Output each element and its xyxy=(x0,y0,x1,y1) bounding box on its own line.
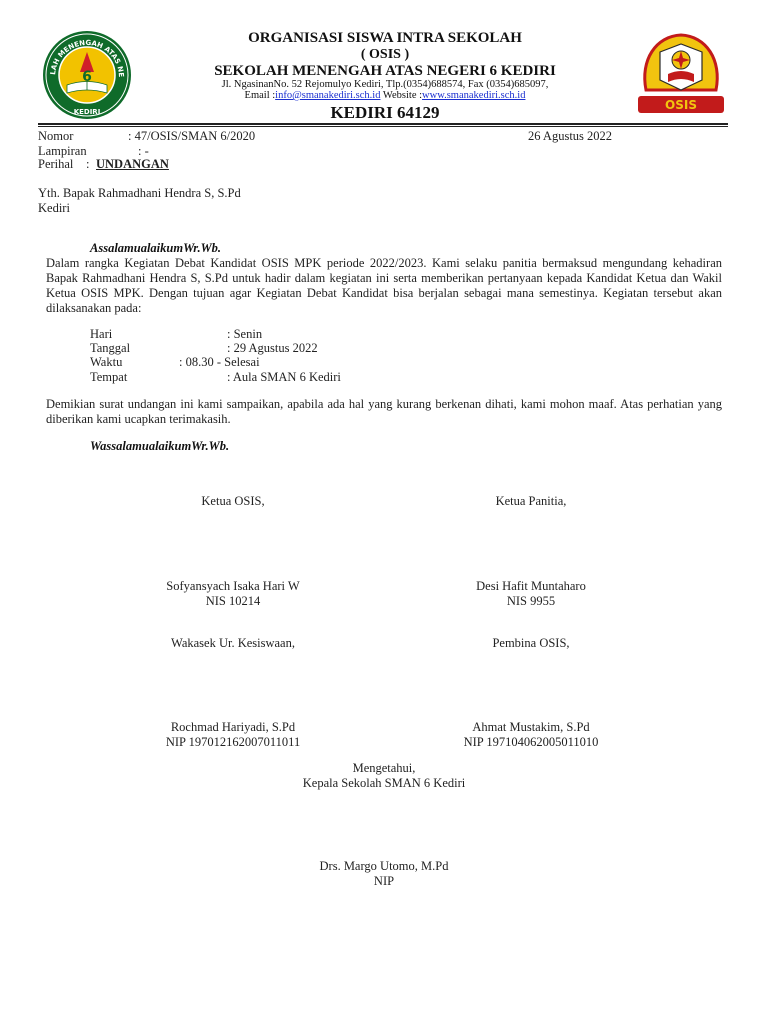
schedule-label: Waktu xyxy=(90,355,123,369)
schedule-value: : 29 Agustus 2022 xyxy=(227,341,318,355)
kepala-id: NIP xyxy=(373,874,395,888)
ketua-panitia-name: Desi Hafit Muntaharo xyxy=(476,579,586,593)
letter-date: 26 Agustus 2022 xyxy=(528,129,613,143)
ketua-panitia-id: NIS 9955 xyxy=(506,594,556,608)
lampiran-label: Lampiran xyxy=(38,144,87,158)
ketua-osis-name: Sofyansyach Isaka Hari W xyxy=(166,579,300,593)
closing-paragraph: Demikian surat undangan ini kami sampaikan, apabila ada hal yang kurang berkenan dihati, kami mohon maaf. Atas perhatian yang diberikan kami ucapkan terimakasih. xyxy=(46,397,722,426)
schedule-value: : Senin xyxy=(227,327,263,341)
email-link[interactable]: info@smanakediri.sch.id xyxy=(275,90,381,101)
pembina-name: Ahmat Mustakim, S.Pd xyxy=(472,720,590,734)
mengetahui-label: Mengetahui, xyxy=(352,761,416,775)
ketua-osis-title: Ketua OSIS, xyxy=(201,494,265,508)
osis-subtitle: ( OSIS ) xyxy=(360,47,410,62)
pembina-title: Pembina OSIS, xyxy=(492,636,570,650)
kepala-name: Drs. Margo Utomo, M.Pd xyxy=(319,859,449,873)
header-divider-thin xyxy=(38,126,728,127)
lampiran-value: : - xyxy=(138,144,149,158)
svg-text:SEKOLAH MENENGAH ATAS NEGERI: LAH MENENGAH ATAS NE xyxy=(49,38,126,78)
contact-line xyxy=(150,90,620,101)
closing-greeting: WassalamualaikumWr.Wb. xyxy=(90,439,230,453)
recipient-name: Yth. Bapak Rahmadhani Hendra S, S.Pd xyxy=(38,186,241,200)
kepala-title: Kepala Sekolah SMAN 6 Kediri xyxy=(302,776,466,790)
schedule-value: : 08.30 - Selesai xyxy=(179,355,260,369)
svg-text:KEDIRI: KEDIRI xyxy=(73,108,101,116)
ketua-osis-id: NIS 10214 xyxy=(205,594,261,608)
svg-text:6: 6 xyxy=(82,69,92,85)
wakasek-name: Rochmad Hariyadi, S.Pd xyxy=(170,720,296,734)
schedule-value: : Aula SMAN 6 Kediri xyxy=(227,370,341,384)
wakasek-id: NIP 197012162007011011 xyxy=(165,735,301,749)
school-logo xyxy=(42,30,132,120)
email-label: Email : xyxy=(244,90,276,101)
schedule-label: Tanggal xyxy=(90,341,131,355)
ketua-panitia-title: Ketua Panitia, xyxy=(495,494,567,508)
nomor-value: : 47/OSIS/SMAN 6/2020 xyxy=(128,129,256,143)
schedule-label: Hari xyxy=(90,327,113,341)
website-link[interactable]: www.smanakediri.sch.id xyxy=(422,90,526,101)
pembina-id: NIP 197104062005011010 xyxy=(463,735,599,749)
org-name: ORGANISASI SISWA INTRA SEKOLAH xyxy=(248,30,522,46)
header-divider xyxy=(38,123,728,125)
svg-text:OSIS: OSIS xyxy=(665,98,697,112)
website-label: Website : xyxy=(380,90,423,101)
wakasek-title: Wakasek Ur. Kesiswaan, xyxy=(171,636,295,650)
school-name: SEKOLAH MENENGAH ATAS NEGERI 6 KEDIRI xyxy=(214,63,556,79)
recipient-city: Kediri xyxy=(38,201,70,215)
osis-logo xyxy=(636,30,726,116)
nomor-label: Nomor xyxy=(38,129,74,143)
perihal-label: Perihal xyxy=(38,157,74,171)
perihal-value: UNDANGAN xyxy=(96,157,169,171)
schedule-label: Tempat xyxy=(90,370,128,384)
city-postal: KEDIRI 64129 xyxy=(330,103,440,122)
address-line: Jl. NgasinanNo. 52 Rejomulyo Kediri, Tlp.(0354)688574, Fax (0354)685097, xyxy=(221,79,549,90)
greeting: AssalamualaikumWr.Wb. xyxy=(90,241,222,255)
perihal-sep: : xyxy=(86,157,90,171)
body-paragraph: Dalam rangka Kegiatan Debat Kandidat OSIS MPK periode 2022/2023. Kami selaku panitia bermaksud mengundang kehadiran Bapak Rahmadhani Hendra S, S.Pd untuk hadir dalam kegiatan ini serta memberikan pertanyaan kepada Kandidat Ketua dan Wakil Ketua OSIS MPK. Dengan tujuan agar Kegiatan Debat Kandidat bisa berjalan sebagai mana semestinya. Kegiatan tersebut akan dilaksanakan pada: xyxy=(46,256,722,315)
